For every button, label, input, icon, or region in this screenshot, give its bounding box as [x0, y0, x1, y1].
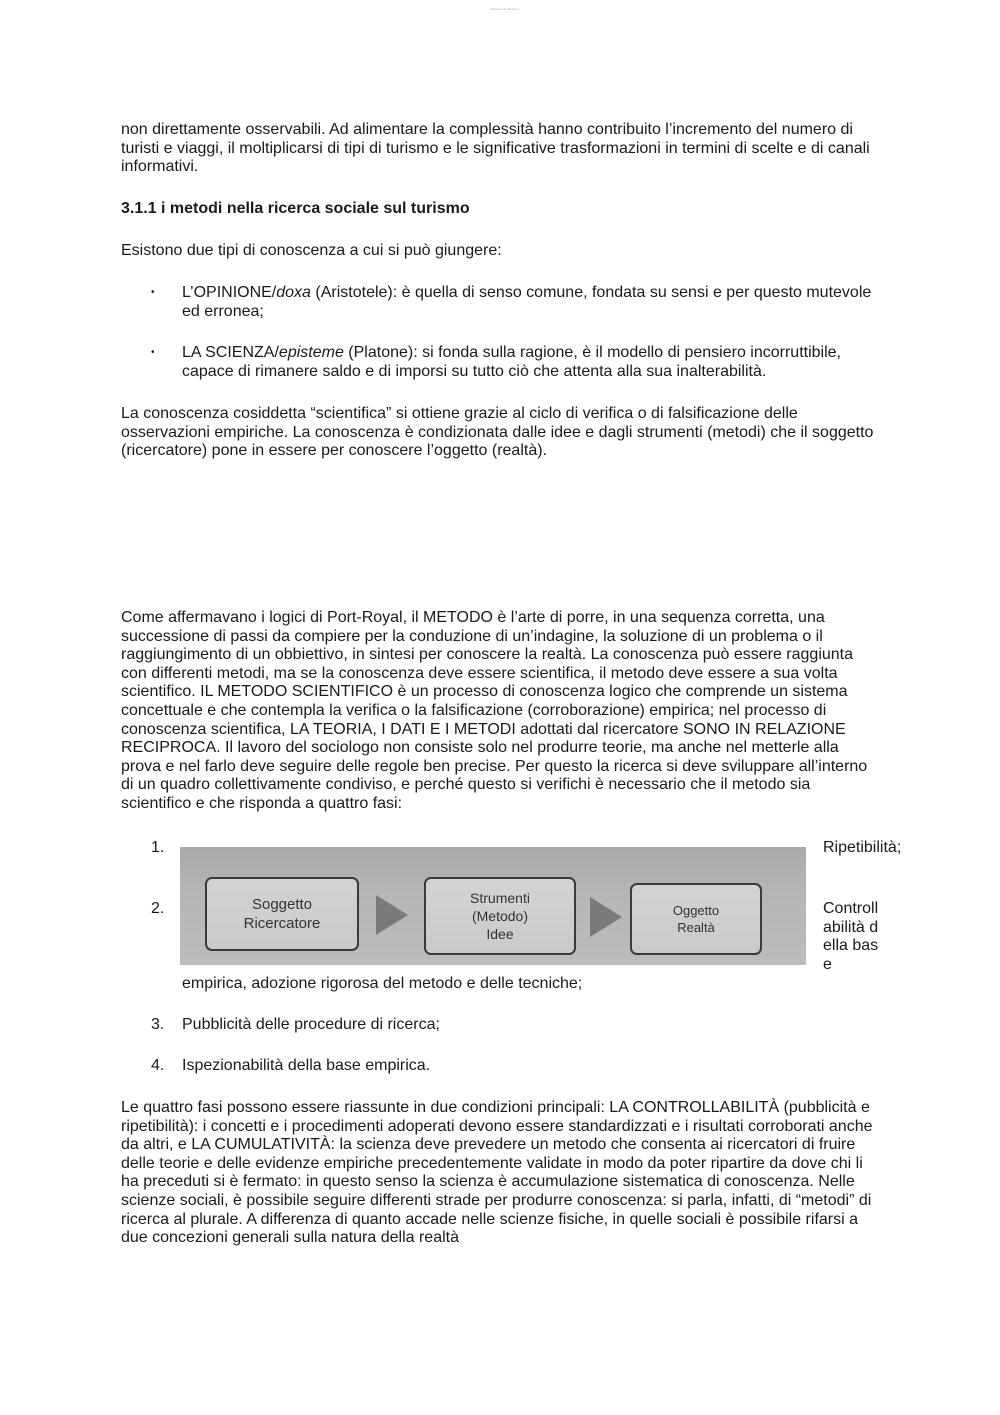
paragraph-conditions: Le quattro fasi possono essere riassunte in due condizioni principali: LA CONTROLLABILITÀ (pubblicità e ripetibilità): i concetti e i procedimenti adoperati devono essere standardizzati e i risultati corroborati anche da altri, e LA CUMULATIVITÀ: la scienza deve prevedere un metodo che consenta ai ricercatori di fruire delle teorie e delle evidenze empiriche precedentemente validate in modo da poter ripartire da dove chi li ha preceduti si è fermato: in questo senso la scienza è accumulazione sistematica di conoscenza. Nelle scienze sociali, è possibile seguire differenti strade per produrre conoscenza: si parla, infatti, di “metodi” di ricerca al plurale. A differenza di quanto accade nelle scienze fisiche, in quelle sociali è possibile rifarsi a due concezioni generali sulla natura della realtà [121, 1099, 873, 1247]
paragraph-intro: non direttamente osservabili. Ad alimentare la complessità hanno contribuito l’incremento del numero di turisti e viaggi, il moltiplicarsi di tipi di turismo e le significative trasformazioni in termini di scelte e di canali informativi. [121, 121, 870, 176]
method-diagram [180, 847, 806, 965]
paragraph-knowledge-types: Esistono due tipi di conoscenza a cui si può giungere: [121, 242, 502, 259]
phase-2-text: Controllabilità della base [823, 900, 879, 973]
diagram-box-strumenti: Strumenti (Metodo) Idee [424, 877, 576, 955]
arrow-right-icon [376, 895, 408, 935]
phase-3-text: Pubblicità delle procedure di ricerca; [182, 1016, 440, 1033]
section-heading: 3.1.1 i metodi nella ricerca sociale sul turismo [121, 200, 470, 217]
arrow-right-icon [590, 897, 622, 937]
bullet-icon: • [151, 347, 155, 358]
page-watermark: Scaricato da Studocu [490, 7, 519, 11]
list-number-4: 4. [151, 1057, 165, 1074]
list-item-text: LA SCIENZA/episteme (Platone): si fonda sulla ragione, è il modello di pensiero incorruttibile, capace di rimanere saldo e di imporsi su tutto ciò che attenta alla sua inalterabilità. [182, 344, 841, 380]
paragraph-method: Come affermavano i logici di Port-Royal, il METODO è l’arte di porre, in una sequenza corretta, una successione di passi da compiere per la conduzione di un’indagine, la soluzione di un problema o il raggiungimento di un obbiettivo, in sintesi per conoscere la realtà. La conoscenza può essere raggiunta con differenti metodi, ma se la conoscenza deve essere scientifica, il metodo deve essere a sua volta scientifico. IL METODO SCIENTIFICO è un processo di conoscenza logico che comprende un sistema concettuale e che contempla la verifica o la falsificazione (corroborazione) empirica; nel processo di conoscenza scientifica, LA TEORIA, I DATI E I METODI adottati dal ricercatore SONO IN RELAZIONE RECIPROCA. Il lavoro del sociologo non consiste solo nel produrre teorie, ma anche nel metterle alla prova e nel farlo deve seguire delle regole ben precise. Per questo la ricerca si deve sviluppare all’interno di un quadro collettivamente condiviso, e perché questo si verifichi è necessario che il metodo sia scientifico e che risponda a quattro fasi: [121, 609, 868, 812]
list-number-2: 2. [151, 900, 165, 917]
phase-2-continuation: empirica, adozione rigorosa del metodo e delle tecniche; [182, 975, 583, 992]
paragraph-scientific-knowledge: La conoscenza cosiddetta “scientifica” si ottiene grazie al ciclo di verifica o di falsificazione delle osservazioni empiriche. La conoscenza è condizionata dalle idee e dagli strumenti (metodi) che il soggetto (ricercatore) pone in essere per conoscere l’oggetto (realtà). [121, 405, 874, 460]
diagram-box-oggetto: Oggetto Realtà [630, 883, 762, 955]
list-number-3: 3. [151, 1016, 165, 1033]
bullet-icon: • [151, 287, 155, 298]
phase-4-text: Ispezionabilità della base empirica. [182, 1057, 431, 1074]
list-number-1: 1. [151, 839, 165, 856]
phase-1-text: Ripetibilità; [823, 839, 902, 856]
diagram-box-soggetto: Soggetto Ricercatore [205, 877, 359, 951]
list-item-text: L’OPINIONE/doxa (Aristotele): è quella di senso comune, fondata su sensi e per questo mutevole ed erronea; [182, 284, 872, 320]
